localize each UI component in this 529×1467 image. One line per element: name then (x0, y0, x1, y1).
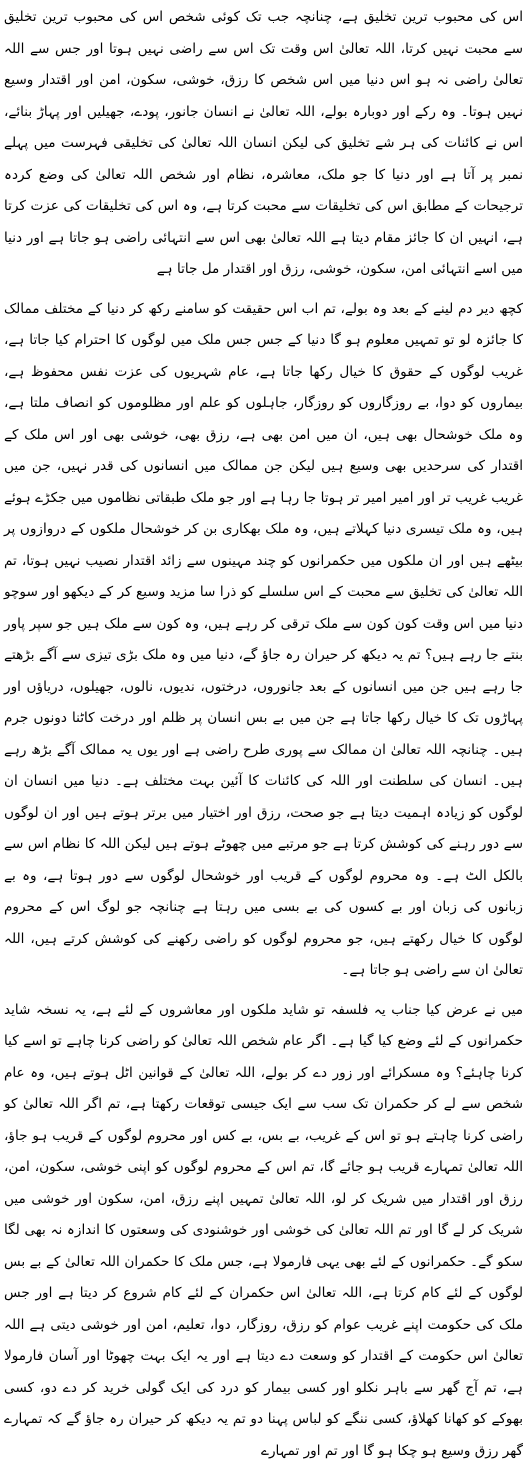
article-paragraph-2: کچھ دیر دم لینے کے بعد وہ بولے، تم اب اس حقیقت کو سامنے رکھ کر دنیا کے مختلف ممالک کا جائزہ لو تو تمہیں معلوم ہو گا دنیا کے جس جس ملک میں لوگوں کا احترام کیا جاتا ہے، غریب لوگوں کے حقوق کا خیال رکھا جاتا ہے، عام شہریوں کی عزت نفس محفوظ ہے، بیماروں کو دوا، بے روزگاروں کو روزگار، جاہلوں کو علم اور مظلوموں کو انصاف ملتا ہے، وہ ملک خوشحال بھی ہیں، ان میں امن بھی ہے، رزق بھی، خوشی بھی اور اس ملک کے اقتدار کی سرحدیں بھی وسیع ہیں لیکن جن ممالک میں انسانوں کی قدر نہیں، جن میں غریب غریب تر اور امیر امیر تر ہوتا جا رہا ہے اور جو ملک طبقاتی نظاموں میں جکڑے ہوئے ہیں، وہ ملک تیسری دنیا کہلاتے ہیں، وہ ملک بھکاری بن کر خوشحال ملکوں کے دروازوں پر بیٹھے ہیں اور ان ملکوں میں حکمرانوں کو چند مہینوں سے زائد اقتدار نصیب نہیں ہوتا، تم اللہ تعالیٰ کی تخلیق سے محبت کے اس سلسلے کو ذرا سا مزید وسیع کر کے دیکھو اور سوچو دنیا میں اس وقت کون کون سے ملک ترقی کر رہے ہیں، وہ کون سے ملک ہیں جو سپر پاور بنتے جا رہے ہیں؟ تم یہ دیکھ کر حیران رہ جاؤ گے، دنیا میں وہ ملک بڑی تیزی سے آگے بڑھتے جا رہے ہیں جن میں انسانوں کے بعد جانوروں، درختوں، ندیوں، نالوں، جھیلوں، دریاؤں اور پہاڑوں تک کا خیال رکھا جاتا ہے جن میں بے بس انسان پر ظلم اور درخت کاٹنا دونوں جرم ہیں۔ چنانچہ اللہ تعالیٰ ان ممالک سے پوری طرح راضی ہے اور یوں یہ ممالک آگے بڑھ رہے ہیں۔ انسان کی سلطنت اور اللہ کی کائنات کا آئین بہت مختلف ہے۔ دنیا میں انسان ان لوگوں کو زیادہ اہمیت دیتا ہے جو صحت، رزق اور اختیار میں برتر ہوتے ہیں اور ان لوگوں سے دور رہنے کی کوشش کرتا ہے جو مرتبے میں چھوٹے ہوتے ہیں لیکن اللہ کا نظام اس سے بالکل الٹ ہے۔ وہ محروم لوگوں کے قریب اور خوشحال لوگوں سے دور ہوتا ہے، وہ بے زبانوں کی زبان اور بے کسوں کی بے بسی میں رہتا ہے چنانچہ جو لوگ اس کے محروم لوگوں کا خیال رکھتے ہیں، جو محروم لوگوں کو راضی رکھنے کی کوشش کرتے ہیں، اللہ تعالیٰ ان سے راضی ہو جاتا ہے۔ (4, 294, 523, 987)
article-paragraph-1: اس کی محبوب ترین تخلیق ہے، چنانچہ جب تک کوئی شخص اس کی محبوب ترین تخلیق سے محبت نہیں کرتا، اللہ تعالیٰ اس وقت تک اس سے راضی نہیں ہوتا اور جس سے اللہ تعالیٰ راضی نہ ہو اس دنیا میں اس شخص کا رزق، خوشی، سکون، امن اور اقتدار وسیع نہیں ہوتا۔ وہ رکے اور دوبارہ بولے، اللہ تعالیٰ نے انسان جانور، پودے، جھیلیں اور پہاڑ بنائے، اس نے کائنات کی ہر شے تخلیق کی لیکن انسان اللہ تعالیٰ کی تخلیقی فہرست میں پہلے نمبر پر آتا ہے اور دنیا کا جو ملک، معاشرہ، نظام اور شخص اللہ تعالیٰ کی وضع کردہ ترجیحات کے مطابق اس کی تخلیقات سے محبت کرتا ہے، وہ اس کی تخلیقات کی عزت کرتا ہے، انہیں ان کا جائز مقام دیتا ہے اللہ تعالیٰ بھی اس سے انتہائی راضی ہو جاتا ہے اور دنیا میں اسے انتہائی امن، سکون، خوشی، رزق اور اقتدار مل جاتا ہے (4, 2, 523, 286)
article-paragraph-3: میں نے عرض کیا جناب یہ فلسفہ تو شاید ملکوں اور معاشروں کے لئے ہے، یہ نسخہ شاید حکمرانوں کے لئے وضع کیا گیا ہے۔ اگر عام شخص اللہ تعالیٰ کو راضی کرنا چاہے تو اسے کیا کرنا چاہئے؟ وہ مسکرائے اور زور دے کر بولے، اللہ تعالیٰ کے قوانین اٹل ہوتے ہیں، وہ عام شخص سے لے کر حکمران تک سب سے ایک جیسی توقعات رکھتا ہے، تم اگر اللہ تعالیٰ کو راضی کرنا چاہتے ہو تو اس کے غریب، بے بس، بے کس اور محروم لوگوں کے قریب ہو جاؤ، اللہ تعالیٰ تمہارے قریب ہو جائے گا، تم اس کے محروم لوگوں کو اپنی خوشی، سکون، امن، رزق اور اقتدار میں شریک کر لو، اللہ تعالیٰ تمہیں اپنے رزق، امن، سکون اور خوشی میں شریک کر لے گا اور تم اللہ تعالیٰ کی خوشی اور خوشنودی کی وسعتوں کا اندازہ نہ بھی لگا سکو گے۔ حکمرانوں کے لئے بھی یہی فارمولا ہے، جس ملک کا حکمران اللہ تعالیٰ کے بے بس لوگوں کے لئے کام کرتا ہے، اللہ تعالیٰ اس حکمران کے لئے کام شروع کر دیتا ہے اور جس ملک کی حکومت اپنے غریب عوام کو رزق، روزگار، دوا، تعلیم، امن اور خوشی دیتی ہے اللہ تعالیٰ اس حکومت کے اقتدار کو وسعت دے دیتا ہے اور یہ ایک بہت چھوٹا اور آسان فارمولا ہے، تم آج گھر سے باہر نکلو اور کسی بیمار کو درد کی ایک گولی خرید کر دے دو، کسی بھوکے کو کھانا کھلاؤ، کسی ننگے کو لباس پہنا دو تم یہ دیکھ کر حیران رہ جاؤ گے کہ تمہارے گھر رزق وسیع ہو چکا ہو گا اور تم اور تمہارے (4, 995, 523, 1467)
